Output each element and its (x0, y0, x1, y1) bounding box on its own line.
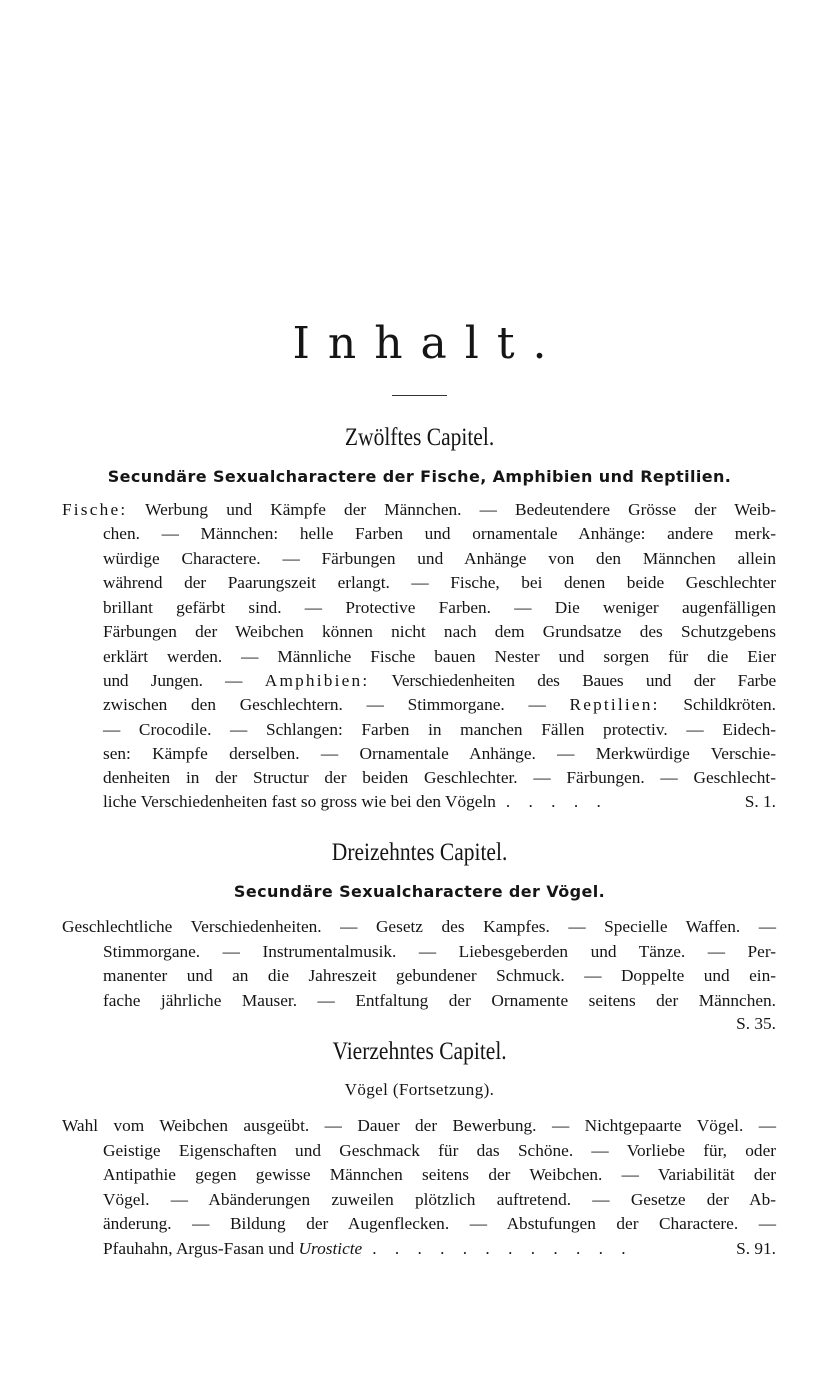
title-rule (392, 395, 447, 396)
spaced-term-fische: Fische: (62, 500, 128, 519)
text-span: Werbung und Kämpfe der Männchen. — Bedeutendere Grösse der Weib- (145, 500, 776, 519)
chapter-heading-14: Vierzehntes Capitel. (332, 1038, 507, 1065)
spaced-term-reptilien: Reptilien: (569, 695, 660, 714)
text-line (103, 693, 776, 717)
text-line: fache jährliche Mauser. — Entfaltung der Ornamente seitens der Männchen. (103, 991, 776, 1010)
text-line: Stimmorgane. — Instrumentalmusik. — Liebesgeberden und Tänze. — Per- (103, 942, 776, 961)
chapter-subtitle-12: Secundäre Sexualcharactere der Fische, Amphibien und Reptilien. (107, 467, 732, 486)
leader-dots: . . . . . . . . . . . . (372, 1239, 633, 1258)
page-title: Inhalt. (292, 318, 565, 369)
text-line: brillant gefärbt sind. — Protective Farben. — Die weniger augenfälligen (103, 598, 776, 617)
text-line: erklärt werden. — Männliche Fische bauen Nester und sorgen für die Eier (103, 647, 776, 666)
text-span: Pfauhahn, Argus-Fasan und (103, 1239, 295, 1258)
chapter-subtitle-13: Secundäre Sexualcharactere der Vögel. (233, 882, 606, 901)
page-reference: S. 35. (736, 1014, 776, 1033)
italic-genus-name: Urosticte (298, 1239, 363, 1258)
page-reference: S. 1. (744, 792, 776, 811)
text-line: chen. — Männchen: helle Farben und ornamentale Anhänge: andere merk- (103, 524, 776, 543)
text-line-with-leader (103, 790, 776, 814)
chapter-heading-12: Zwölftes Capitel. (344, 424, 495, 451)
text-line (62, 498, 776, 522)
text-span: zwischen den Geschlechtern. — Stimmorgane. — (103, 695, 546, 714)
text-line (103, 669, 776, 693)
text-line: Vögel. — Abänderungen zuweilen plötzlich auftretend. — Gesetze der Ab- (103, 1190, 776, 1209)
text-span: Schildkröten. (683, 695, 776, 714)
text-line: während der Paarungszeit erlangt. — Fische, bei denen beide Geschlechter (103, 573, 776, 592)
page-reference: S. 91. (736, 1239, 776, 1258)
leader-dots: . . . . . (505, 792, 608, 811)
chapter-subtitle-14: Vögel (Fortsetzung). (344, 1080, 495, 1099)
text-line: Geistige Eigenschaften und Geschmack für das Schöne. — Vorliebe für, oder (103, 1141, 776, 1160)
text-line: denheiten in der Structur der beiden Geschlechter. — Färbungen. — Geschlecht- (103, 768, 776, 787)
text-span: Verschiedenheiten des Baues und der Farbe (391, 671, 777, 690)
spaced-term-amphibien: Amphibien: (264, 671, 370, 690)
text-span: liche Verschiedenheiten fast so gross wie bei den Vögeln (103, 792, 496, 811)
text-line: würdige Charactere. — Färbungen und Anhänge von den Männchen allein (103, 549, 776, 568)
chapter-heading-13: Dreizehntes Capitel. (331, 839, 508, 866)
text-line: — Crocodile. — Schlangen: Farben in manchen Fällen protectiv. — Eidech- (103, 720, 776, 739)
text-line: manenter und an die Jahreszeit gebundener Schmuck. — Doppelte und ein- (103, 966, 776, 985)
text-line: Färbungen der Weibchen können nicht nach dem Grundsatze des Schutzgebens (103, 622, 776, 641)
text-span: und Jungen. — (103, 671, 243, 690)
text-line: Geschlechtliche Verschiedenheiten. — Gesetz des Kampfes. — Specielle Waffen. — (62, 917, 776, 936)
text-line: Wahl vom Weibchen ausgeübt. — Dauer der Bewerbung. — Nichtgepaarte Vögel. — (62, 1116, 776, 1135)
text-line-with-leader (103, 1237, 776, 1261)
text-line: änderung. — Bildung der Augenflecken. — Abstufungen der Charactere. — (103, 1214, 776, 1233)
text-line: Antipathie gegen gewisse Männchen seitens der Weibchen. — Variabilität der (103, 1165, 776, 1184)
text-line: sen: Kämpfe derselben. — Ornamentale Anhänge. — Merkwürdige Verschie- (103, 744, 776, 763)
